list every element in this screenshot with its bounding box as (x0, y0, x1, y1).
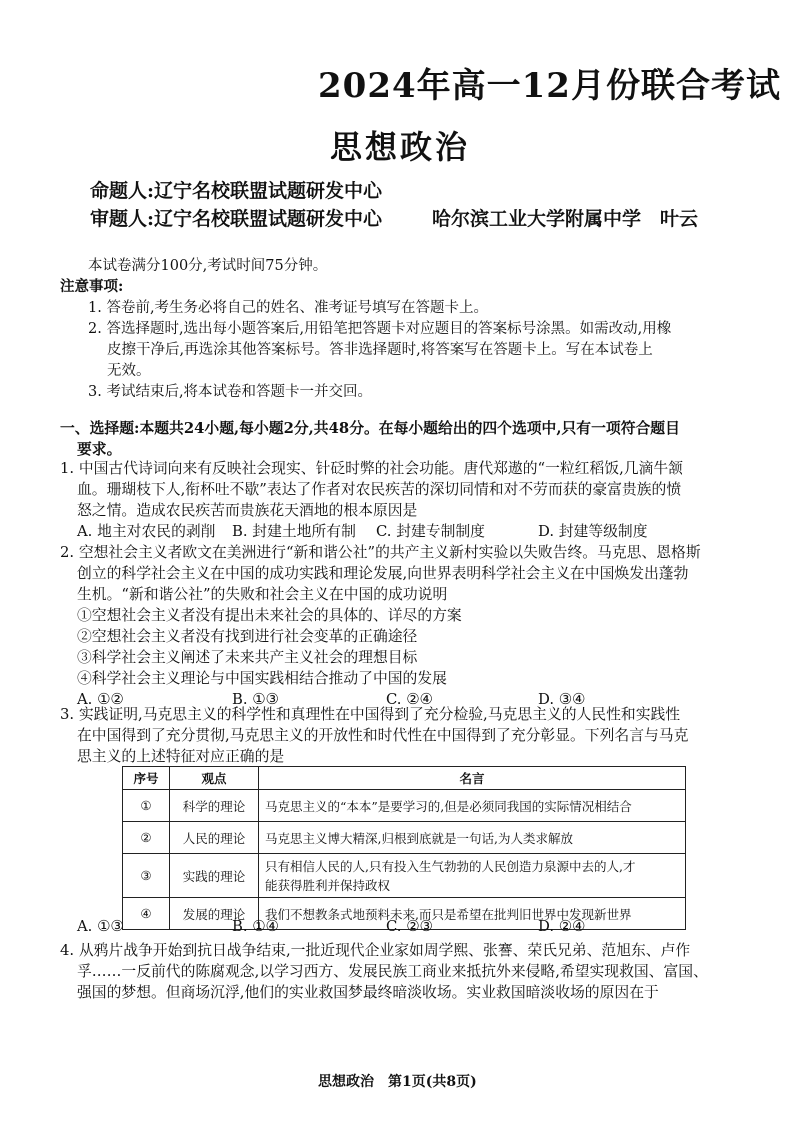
option-a[interactable]: A. ①③ (77, 918, 124, 935)
table-cell: 发展的理论 (170, 898, 259, 930)
table-cell: 人民的理论 (170, 822, 259, 854)
option-b[interactable]: B. ①④ (232, 918, 279, 935)
reviewer-text: 审题人:辽宁名校联盟试题研发中心 (90, 208, 383, 230)
table-cell: ② (123, 822, 170, 854)
question-text: 在中国得到了充分贯彻,马克思主义的开放性和时代性在中国得到了充分彰显。下列名言与马克 (77, 727, 689, 744)
section-heading-line: 要求。 (77, 441, 122, 458)
option-c[interactable]: C. 封建专制制度 (376, 523, 485, 540)
table-cell (259, 854, 686, 898)
table-cell: ① (123, 790, 170, 822)
table-cell: 实践的理论 (170, 854, 259, 898)
options-row (60, 916, 750, 937)
table-row (123, 854, 686, 898)
table-cell: ④ (123, 898, 170, 930)
question-4 (60, 940, 750, 1003)
subject-title: 思想政治 (330, 128, 471, 166)
question-text: 4. 从鸦片战争开始到抗日战争结束,一批近现代企业家如周学熙、张謇、荣氏兄弟、范旭东、卢作 (60, 942, 691, 959)
option-a[interactable]: A. ①② (77, 691, 124, 708)
page-footer: 思想政治 第1页(共8页) (318, 1074, 477, 1090)
question-2 (60, 542, 750, 710)
setter-line (90, 176, 382, 203)
note-item: 无效。 (107, 363, 151, 379)
statement-2: ②空想社会主义者没有找到进行社会变革的正确途径 (77, 628, 418, 645)
statement-1: ①空想社会主义者没有提出未来社会的具体的、详尽的方案 (77, 607, 462, 624)
table-row (123, 822, 686, 854)
score-line: 本试卷满分100分,考试时间75分钟。 (88, 258, 328, 274)
question-text: 生机。“新和谐公社”的失败和社会主义在中国的成功说明 (77, 586, 448, 603)
table-cell: ③ (123, 854, 170, 898)
reviewer-school: 哈尔滨工业大学附属中学 叶云 (432, 208, 699, 230)
option-d[interactable]: D. 封建等级制度 (538, 523, 648, 540)
question-text: 3. 实践证明,马克思主义的科学性和真理性在中国得到了充分检验,马克思主义的人民性和实践性 (60, 706, 681, 723)
note-item: 1. 答卷前,考生务必将自己的姓名、准考证号填写在答题卡上。 (88, 300, 489, 316)
option-c[interactable]: C. ②③ (386, 918, 433, 935)
question-text: 创立的科学社会主义在中国的成功实践和理论发展,向世界表明科学社会主义在中国焕发出蓬勃 (77, 565, 689, 582)
table-cell: 马克思主义博大精深,归根到底就是一句话,为人类求解放 (259, 822, 686, 854)
table-row (123, 790, 686, 822)
notes-title: 注意事项: (60, 278, 124, 295)
statement-4: ④科学社会主义理论与中国实践相结合推动了中国的发展 (77, 670, 447, 687)
table-cell-line: 能获得胜利并保持政权 (265, 877, 391, 893)
question-text: 强国的梦想。但商场沉浮,他们的实业救国梦最终暗淡收场。实业救国暗淡收场的原因在于 (77, 984, 659, 1001)
section-heading-line: 一、选择题:本题共24小题,每小题2分,共48分。在每小题给出的四个选项中,只有一项符合题目 (60, 420, 680, 437)
table-header-row (123, 767, 686, 790)
table-cell: 我们不想教条式地预料未来,而只是希望在批判旧世界中发现新世界 (259, 898, 686, 930)
option-d[interactable]: D. ③④ (538, 691, 586, 708)
question-3 (60, 704, 750, 767)
option-b[interactable]: B. 封建土地所有制 (232, 523, 356, 540)
note-item: 2. 答选择题时,选出每小题答案后,用铅笔把答题卡对应题目的答案标号涂黑。如需改动,用橡 (88, 321, 672, 337)
option-d[interactable]: D. ②④ (538, 918, 586, 935)
note-item: 3. 考试结束后,将本试卷和答题卡一并交回。 (88, 384, 373, 400)
question-text: 1. 中国古代诗词向来有反映社会现实、针砭时弊的社会功能。唐代郑遨的“一粒红稻饭,几滴牛颔 (60, 460, 683, 477)
exam-title: 2024年高一12月份联合考试 (318, 66, 781, 106)
question-text: 思主义的上述特征对应正确的是 (77, 748, 285, 765)
option-b[interactable]: B. ①③ (232, 691, 279, 708)
table-cell: 马克思主义的“本本”是要学习的,但是必须同我国的实际情况相结合 (259, 790, 686, 822)
options-row (60, 521, 750, 542)
question-3-options (60, 916, 750, 937)
question-1 (60, 458, 750, 542)
section-heading (60, 418, 750, 460)
note-item: 皮擦干净后,再选涂其他答案标号。答非选择题时,将答案写在答题卡上。写在本试卷上 (107, 342, 653, 358)
setter-text: 命题人:辽宁名校联盟试题研发中心 (90, 180, 383, 202)
table-cell: 科学的理论 (170, 790, 259, 822)
statement-3: ③科学社会主义阐述了未来共产主义社会的理想目标 (77, 649, 418, 666)
question-text: 血。珊瑚枝下人,衔杯吐不歇”表达了作者对农民疾苦的深切同情和对不劳而获的豪富贵族的愤 (77, 481, 682, 498)
reviewer-line (90, 204, 699, 231)
table-header-cell: 名言 (259, 767, 686, 790)
quote-table (122, 766, 686, 930)
option-a[interactable]: A. 地主对农民的剥削 (77, 523, 216, 540)
question-text: 孚……一反前代的陈腐观念,以学习西方、发展民族工商业来抵抗外来侵略,希望实现救国、富国、 (77, 963, 708, 980)
question-text: 怒之情。造成农民疾苦而贵族花天酒地的根本原因是 (77, 502, 418, 519)
table-header-cell: 观点 (170, 767, 259, 790)
question-text: 2. 空想社会主义者欧文在美洲进行“新和谐公社”的共产主义新村实验以失败告终。马克思、恩格斯 (60, 544, 701, 561)
table-cell-line: 只有相信人民的人,只有投入生气勃勃的人民创造力泉源中去的人,才 (265, 858, 636, 874)
table-header-cell: 序号 (123, 767, 170, 790)
option-c[interactable]: C. ②④ (386, 691, 433, 708)
